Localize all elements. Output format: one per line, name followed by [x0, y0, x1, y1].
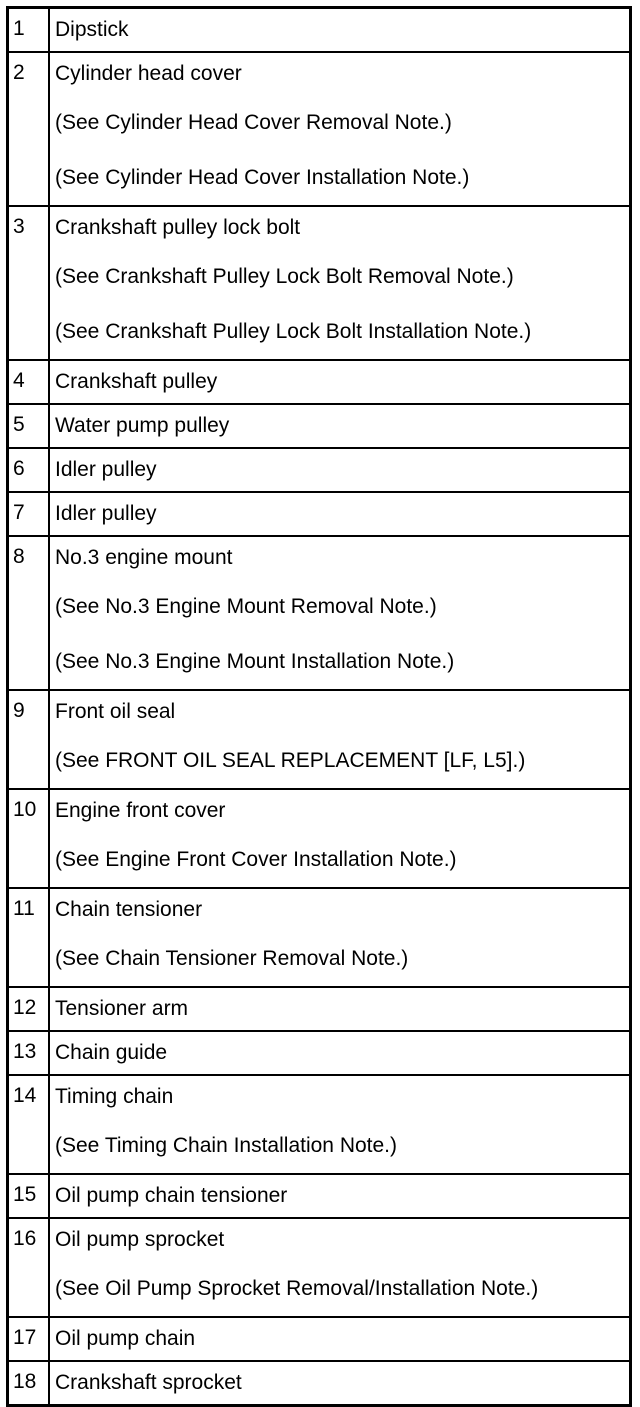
table-row	[8, 1218, 631, 1317]
table-row	[8, 888, 631, 987]
item-description	[49, 789, 631, 888]
table-row	[8, 52, 631, 206]
part-name: Timing chain	[55, 1085, 174, 1108]
item-number: 6	[8, 448, 50, 492]
table-row	[8, 690, 631, 789]
part-name: Idler pulley	[55, 502, 157, 525]
item-description	[49, 888, 631, 987]
reference-note: (See Engine Front Cover Installation Note.)	[55, 848, 457, 871]
table-row	[8, 1317, 631, 1361]
item-number: 17	[8, 1317, 50, 1361]
table-row	[8, 360, 631, 404]
item-description	[49, 1174, 631, 1218]
table-row	[8, 536, 631, 690]
item-number: 9	[8, 690, 50, 789]
table-row	[8, 1075, 631, 1174]
item-description	[49, 404, 631, 448]
part-name: No.3 engine mount	[55, 546, 233, 569]
item-description	[49, 1075, 631, 1174]
item-number: 8	[8, 536, 50, 690]
item-number: 10	[8, 789, 50, 888]
item-description	[49, 492, 631, 536]
item-number: 13	[8, 1031, 50, 1075]
reference-note: (See FRONT OIL SEAL REPLACEMENT [LF, L5].)	[55, 749, 526, 772]
item-number: 1	[8, 8, 50, 53]
part-name: Front oil seal	[55, 700, 176, 723]
item-number: 15	[8, 1174, 50, 1218]
part-name: Crankshaft sprocket	[55, 1371, 242, 1394]
item-description	[49, 536, 631, 690]
item-number: 16	[8, 1218, 50, 1317]
item-number: 11	[8, 888, 50, 987]
item-number: 2	[8, 52, 50, 206]
reference-note: (See Crankshaft Pulley Lock Bolt Removal Note.)	[55, 265, 514, 288]
part-name: Oil pump chain tensioner	[55, 1184, 288, 1207]
item-number: 5	[8, 404, 50, 448]
table-row	[8, 1174, 631, 1218]
part-name: Tensioner arm	[55, 997, 189, 1020]
table-row	[8, 1031, 631, 1075]
part-name: Engine front cover	[55, 799, 226, 822]
item-number: 14	[8, 1075, 50, 1174]
item-description	[49, 1361, 631, 1406]
part-name: Crankshaft pulley lock bolt	[55, 216, 301, 239]
item-number: 18	[8, 1361, 50, 1406]
table-row	[8, 987, 631, 1031]
reference-note: (See Timing Chain Installation Note.)	[55, 1134, 397, 1157]
part-name: Idler pulley	[55, 458, 157, 481]
part-name: Oil pump sprocket	[55, 1228, 225, 1251]
item-number: 4	[8, 360, 50, 404]
part-name: Oil pump chain	[55, 1327, 196, 1350]
table-row	[8, 789, 631, 888]
table-row	[8, 448, 631, 492]
reference-note: (See Oil Pump Sprocket Removal/Installation Note.)	[55, 1277, 539, 1300]
table-row	[8, 206, 631, 360]
table-row	[8, 492, 631, 536]
item-description	[49, 987, 631, 1031]
item-description	[49, 206, 631, 360]
parts-table	[6, 6, 632, 1407]
reference-note: (See Chain Tensioner Removal Note.)	[55, 947, 409, 970]
part-name: Chain tensioner	[55, 898, 203, 921]
part-name: Dipstick	[55, 18, 129, 41]
item-description	[49, 1218, 631, 1317]
item-description	[49, 360, 631, 404]
part-name: Water pump pulley	[55, 414, 230, 437]
item-description	[49, 690, 631, 789]
item-description	[49, 8, 631, 53]
table-row	[8, 404, 631, 448]
table-row	[8, 1361, 631, 1406]
reference-note: (See Cylinder Head Cover Removal Note.)	[55, 111, 452, 134]
parts-table-body	[8, 8, 631, 1406]
item-description	[49, 52, 631, 206]
table-row	[8, 8, 631, 53]
reference-note: (See No.3 Engine Mount Installation Note.)	[55, 650, 455, 673]
reference-note: (See No.3 Engine Mount Removal Note.)	[55, 595, 437, 618]
part-name: Crankshaft pulley	[55, 370, 218, 393]
item-number: 3	[8, 206, 50, 360]
item-number: 12	[8, 987, 50, 1031]
reference-note: (See Cylinder Head Cover Installation Note.)	[55, 166, 470, 189]
part-name: Chain guide	[55, 1041, 168, 1064]
reference-note: (See Crankshaft Pulley Lock Bolt Installation Note.)	[55, 320, 532, 343]
item-description	[49, 1317, 631, 1361]
item-description	[49, 448, 631, 492]
part-name: Cylinder head cover	[55, 62, 242, 85]
item-number: 7	[8, 492, 50, 536]
item-description	[49, 1031, 631, 1075]
